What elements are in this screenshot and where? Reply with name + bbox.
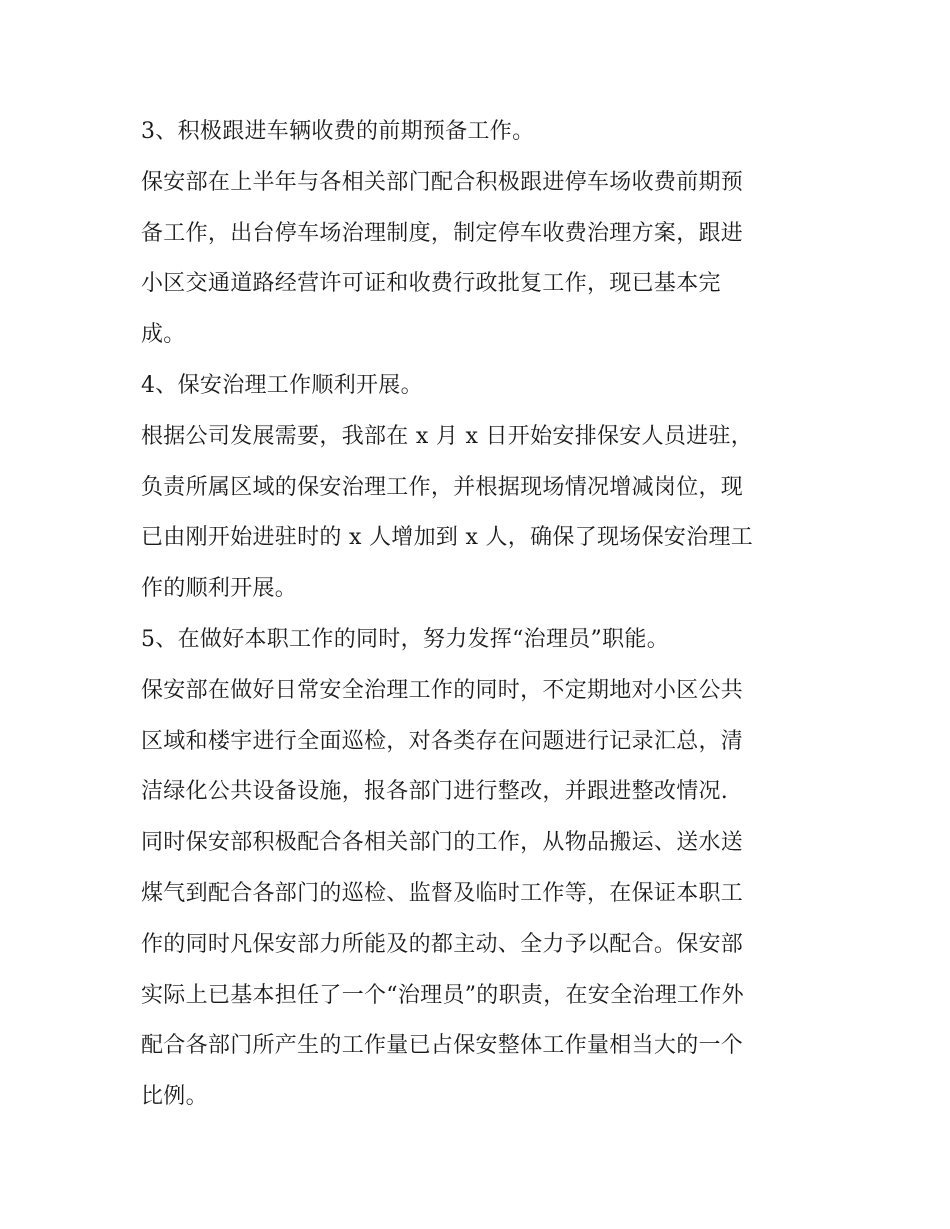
paragraph-line: 同时保安部积极配合各相关部门的工作，从物品搬运、送水送 (141, 830, 744, 856)
paragraph-line: 小区交通道路经营许可证和收费行政批复工作，现已基本完 (141, 271, 721, 297)
paragraph-line: 根据公司发展需要，我部在 x 月 x 日开始安排保安人员进驻， (141, 423, 754, 449)
paragraph-line: 配合各部门所产生的工作量已占保安整体工作量相当大的一个 (141, 1033, 744, 1059)
heading-5: 5、在做好本职工作的同时，努力发挥“治理员”职能。 (141, 626, 669, 652)
paragraph-line: 保安部在做好日常安全治理工作的同时，不定期地对小区公共 (141, 677, 744, 703)
paragraph-line: 洁绿化公共设备设施，报各部门进行整改，并跟进整改情况. (141, 779, 729, 805)
heading-4: 4、保安治理工作顺利开展。 (141, 372, 423, 398)
document-body (141, 107, 821, 1123)
paragraph-line: 实际上已基本担任了一个“治理员”的职责，在安全治理工作外 (141, 982, 744, 1008)
paragraph-line: 煤气到配合各部门的巡检、监督及临时工作等，在保证本职工 (141, 880, 744, 906)
heading-3: 3、积极跟进车辆收费的前期预备工作。 (141, 119, 535, 144)
paragraph-line: 负责所属区域的保安治理工作，并根据现场情况增减岗位，现 (141, 474, 744, 500)
paragraph-line: 已由刚开始进驻时的 x 人增加到 x 人，确保了现场保安治理工 (141, 525, 754, 551)
paragraph-line: 区域和楼宇进行全面巡检，对各类存在问题进行记录汇总，清 (141, 728, 744, 754)
paragraph-line: 备工作，出台停车场治理制度，制定停车收费治理方案，跟进 (141, 220, 744, 246)
paragraph-line: 成。 (141, 322, 186, 348)
paragraph-line: 比例。 (141, 1084, 208, 1110)
paragraph-line: 作的同时凡保安部力所能及的都主动、全力予以配合。保安部 (141, 931, 744, 957)
paragraph-line: 作的顺利开展。 (141, 576, 298, 602)
paragraph-line: 保安部在上半年与各相关部门配合积极跟进停车场收费前期预 (141, 169, 744, 195)
